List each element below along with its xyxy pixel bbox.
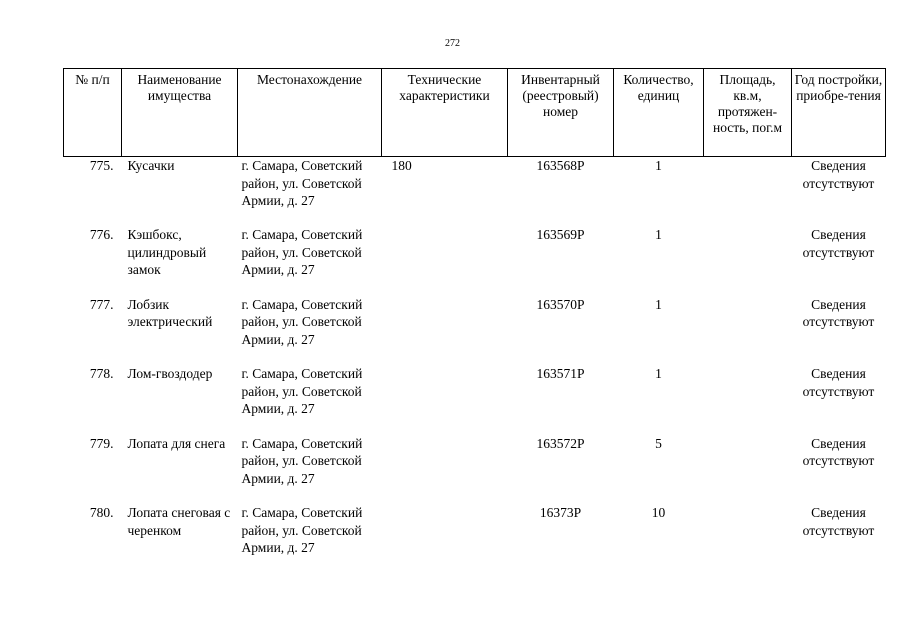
cell-year: Сведения отсутствуют — [802, 435, 875, 468]
cell-num: 777. — [89, 296, 114, 312]
cell-location: г. Самара, Советский район, ул. Советской Армии, д. 27 — [241, 296, 363, 347]
cell-location: г. Самара, Советский район, ул. Советской Армии, д. 27 — [241, 158, 363, 208]
cell-inventory: 163570Р — [536, 296, 585, 312]
cell-location: г. Самара, Советский район, ул. Советской Армии, д. 27 — [241, 435, 363, 486]
header-year: Год постройки, приобре-тения — [792, 69, 886, 157]
table-row — [64, 504, 886, 574]
cell-quantity: 10 — [651, 505, 666, 520]
cell-inventory: 163572Р — [536, 435, 585, 451]
cell-tech: 180 — [391, 158, 412, 173]
cell-year: Сведения отсутствуют — [802, 505, 875, 538]
cell-year: Сведения отсутствуют — [802, 296, 875, 329]
header-area: Площадь, кв.м, протяжен-ность, пог.м — [704, 69, 792, 157]
cell-quantity: 1 — [655, 158, 662, 173]
table-row — [64, 226, 886, 296]
header-quantity: Количество, единиц — [614, 69, 704, 157]
cell-tech — [382, 296, 508, 366]
header-num: № п/п — [64, 69, 122, 157]
header-name: Наименование имущества — [122, 69, 238, 157]
table-header-row — [64, 69, 886, 157]
header-location: Местонахождение — [238, 69, 382, 157]
cell-inventory: 163569Р — [536, 227, 585, 242]
cell-inventory: 163571Р — [536, 366, 585, 381]
table-row — [64, 365, 886, 435]
cell-tech — [382, 504, 508, 574]
cell-tech — [382, 226, 508, 296]
cell-area — [704, 365, 792, 435]
cell-quantity: 1 — [655, 366, 662, 381]
cell-quantity: 5 — [655, 435, 662, 451]
cell-name: Лопата снеговая с черенком — [127, 505, 231, 538]
cell-area — [704, 157, 792, 227]
cell-year: Сведения отсутствуют — [802, 227, 875, 260]
cell-area — [704, 226, 792, 296]
cell-year: Сведения отсутствуют — [802, 158, 875, 191]
cell-num: 780. — [89, 505, 114, 520]
property-register-table — [63, 68, 885, 574]
header-inventory: Инвентарный (реестровый) номер — [508, 69, 614, 157]
cell-location: г. Самара, Советский район, ул. Советской Армии, д. 27 — [241, 227, 363, 277]
cell-name: Кэшбокс, цилиндровый замок — [127, 227, 207, 277]
cell-inventory: 16373Р — [539, 505, 582, 520]
cell-year: Сведения отсутствуют — [802, 366, 875, 399]
cell-name: Лопата для снега — [127, 435, 226, 451]
cell-area — [704, 504, 792, 574]
cell-name: Лом-гвоздодер — [127, 366, 213, 381]
cell-area — [704, 435, 792, 505]
cell-num: 776. — [89, 227, 114, 242]
cell-quantity: 1 — [655, 296, 662, 312]
cell-num: 778. — [89, 366, 114, 381]
table-row — [64, 296, 886, 366]
cell-quantity: 1 — [655, 227, 662, 242]
cell-name: Лобзик электрический — [127, 296, 213, 329]
cell-location: г. Самара, Советский район, ул. Советской Армии, д. 27 — [241, 505, 363, 555]
cell-location: г. Самара, Советский район, ул. Советской Армии, д. 27 — [241, 366, 363, 416]
cell-num: 775. — [89, 158, 114, 173]
cell-area — [704, 296, 792, 366]
cell-inventory: 163568Р — [536, 158, 585, 173]
cell-num: 779. — [89, 435, 114, 451]
table-row — [64, 435, 886, 505]
page-number: 272 — [445, 38, 460, 49]
cell-name: Кусачки — [127, 158, 175, 173]
cell-tech — [382, 365, 508, 435]
table-row — [64, 157, 886, 227]
cell-tech — [382, 435, 508, 505]
header-tech: Технические характеристики — [382, 69, 508, 157]
